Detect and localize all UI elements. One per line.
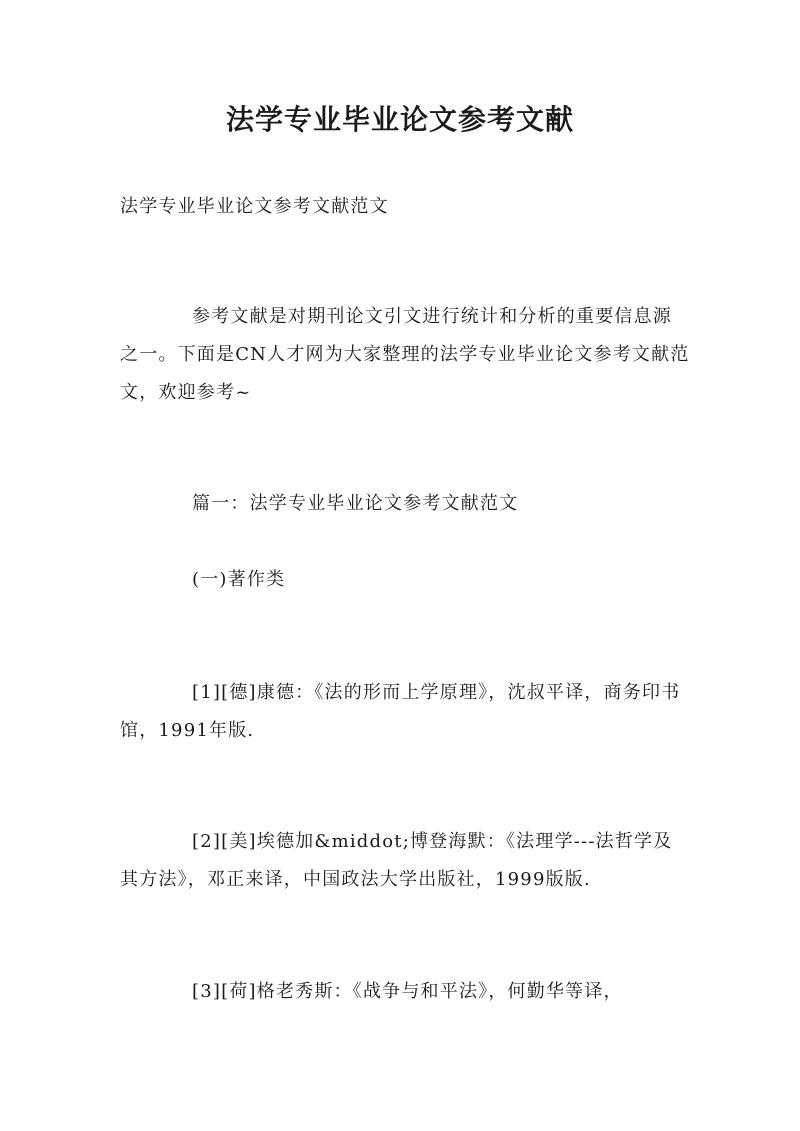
- document-title: 法学专业毕业论文参考文献: [225, 103, 574, 136]
- intro-paragraph: 参考文献是对期刊论文引文进行统计和分析的重要信息源之一。下面是CN人才网为大家整理的法学专业毕业论文参考文献范文，欢迎参考~: [120, 306, 690, 403]
- reference-item: [3][荷]格老秀斯：《战争与和平法》，何勤华等译，: [192, 981, 623, 1002]
- category-heading: (一)著作类: [192, 569, 286, 590]
- reference-item: [2][美]埃德加&middot;博登海默：《法理学---法哲学及其方法》，邓正来译，中国政法大学出版社，1999版版.: [120, 831, 673, 890]
- reference-item: [1][德]康德：《法的形而上学原理》，沈叔平译，商务印书馆，1991年版.: [120, 682, 681, 741]
- section-heading: 篇一：法学专业毕业论文参考文献范文: [192, 493, 519, 514]
- document-subtitle: 法学专业毕业论文参考文献范文: [120, 196, 389, 217]
